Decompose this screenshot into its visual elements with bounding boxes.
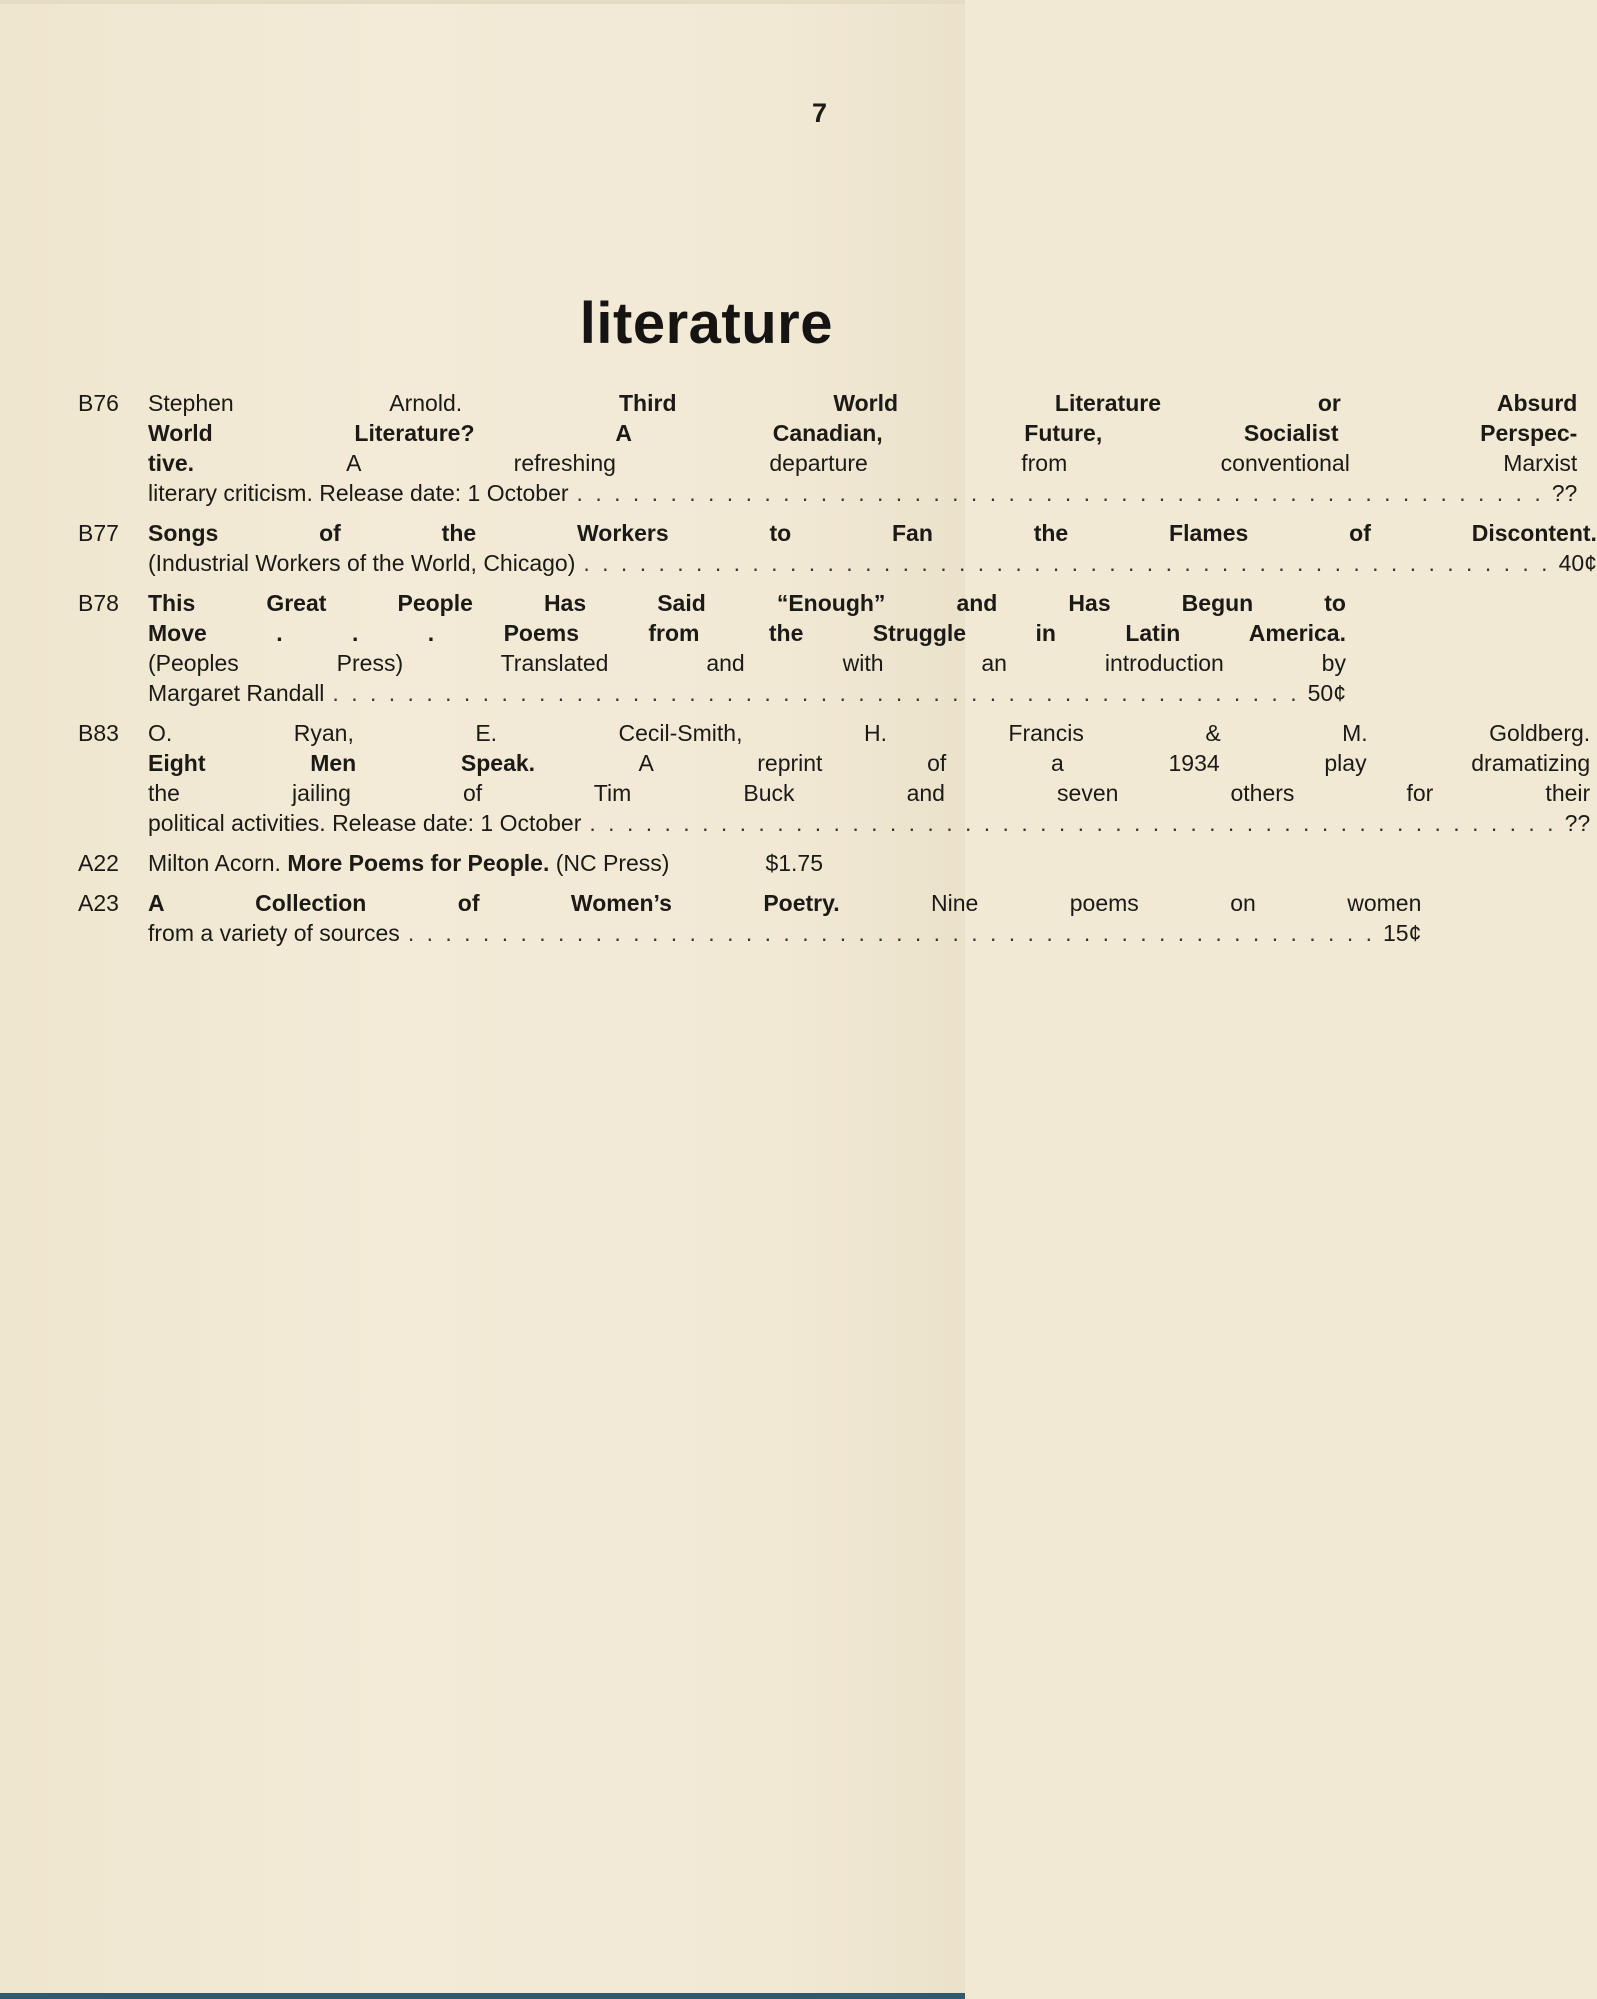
description: the jailing of Tim Buck and seven others for their [148, 780, 1591, 806]
price: 40¢ [1558, 550, 1597, 576]
description: from a variety of sources [148, 920, 400, 946]
dot-leader [408, 918, 1375, 948]
entry-code: B77 [78, 520, 119, 546]
entry-code: A23 [78, 890, 119, 916]
entry-code: B83 [78, 720, 119, 746]
entry-code: A22 [78, 850, 119, 876]
entry-body [148, 588, 1346, 708]
dot-leader [589, 808, 1556, 838]
dot-leader [577, 478, 1544, 508]
title: Eight Men Speak. [148, 750, 536, 776]
description: Margaret Randall [148, 680, 325, 706]
publisher: (NC Press) [549, 850, 670, 876]
description: A refreshing departure from conventional Marxist [194, 450, 1578, 476]
catalog-entry-b76 [78, 388, 1578, 508]
description: Nine poems on women [839, 890, 1422, 916]
entry-line [148, 888, 1421, 918]
catalog-entry-b77 [78, 518, 1597, 578]
title: Move . . . Poems from the Struggle in Latin America. [148, 620, 1346, 646]
dot-leader [332, 678, 1299, 708]
catalog-entry-b78 [78, 588, 1346, 708]
entry-line [148, 648, 1346, 678]
entry-line [148, 718, 1590, 748]
description: A reprint of a 1934 play dramatizing [535, 750, 1591, 776]
author: Milton Acorn. [148, 850, 288, 876]
entry-price-line [148, 918, 1421, 948]
title: More Poems for People. [287, 850, 550, 876]
entry-line [148, 388, 1577, 418]
page-bottom-edge [0, 1993, 965, 1999]
dot-leader [583, 548, 1550, 578]
entry-code: B76 [78, 390, 119, 416]
catalog-entry-a23 [78, 888, 1422, 948]
catalog-entry-a22 [78, 848, 823, 878]
catalog-list [78, 388, 1597, 958]
title: Third World Literature or Absurd [619, 390, 1578, 416]
entry-body [148, 888, 1421, 948]
entry-body [148, 518, 1597, 578]
title: A Collection of Women’s Poetry. [148, 890, 840, 916]
entry-price-line [148, 678, 1346, 708]
title: World Literature? A Canadian, Future, Socialist Perspec- [148, 420, 1578, 446]
description: (Peoples Press) Translated and with an introduction by [148, 650, 1346, 676]
title: Songs of the Workers to Fan the Flames of Discontent. [148, 520, 1597, 546]
page-top-edge [0, 0, 965, 4]
entry-price-line [148, 548, 1597, 578]
entry-line [148, 418, 1577, 448]
entry-code: B78 [78, 590, 119, 616]
catalog-entry-b83 [78, 718, 1591, 838]
section-title: literature [579, 291, 833, 356]
price: 15¢ [1383, 920, 1422, 946]
entry-price-line [148, 808, 1590, 838]
price: ?? [1551, 480, 1578, 506]
description: literary criticism. Release date: 1 October [148, 480, 569, 506]
title: tive. [148, 450, 195, 476]
title: This Great People Has Said “Enough” and Has Begun to [148, 590, 1346, 616]
price: 50¢ [1307, 680, 1346, 706]
entry-line [148, 518, 1597, 548]
entry-line [148, 748, 1590, 778]
entry-text [148, 848, 669, 878]
entry-body [148, 718, 1590, 838]
page-number: 7 [812, 98, 828, 128]
entry-price-line [148, 478, 1577, 508]
entry-line [148, 618, 1346, 648]
entry-line [148, 778, 1590, 808]
description: (Industrial Workers of the World, Chicago) [148, 550, 576, 576]
entry-body [148, 388, 1577, 508]
entry-body [148, 848, 823, 878]
entry-price-line [148, 848, 823, 878]
author: Stephen Arnold. [148, 390, 619, 416]
entry-line [148, 448, 1577, 478]
author: O. Ryan, E. Cecil-Smith, H. Francis & M. Goldberg. [148, 720, 1591, 746]
entry-line [148, 588, 1346, 618]
description: political activities. Release date: 1 October [148, 810, 582, 836]
price: $1.75 [765, 850, 823, 876]
price: ?? [1564, 810, 1591, 836]
